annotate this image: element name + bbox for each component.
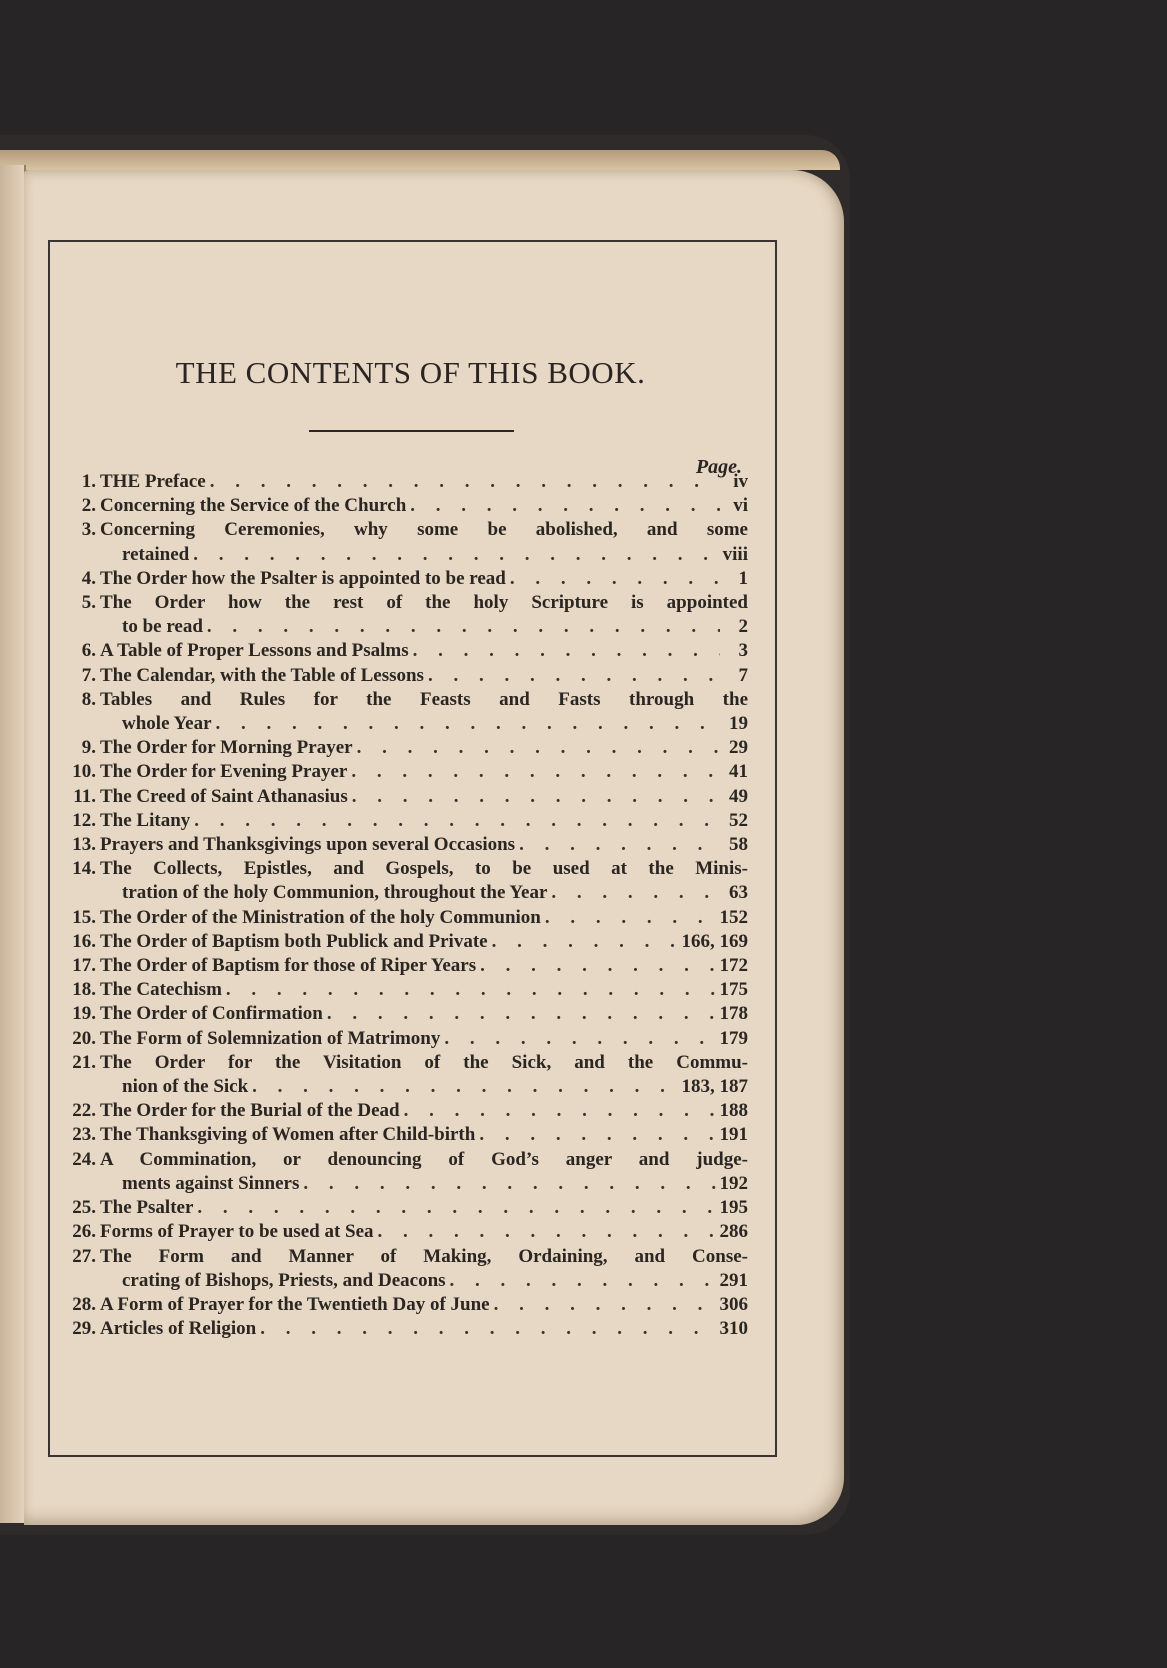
entry-page-number: 179 [719,1027,748,1049]
dot-leader [207,615,720,639]
entry-number: 8. [81,688,96,710]
entry-title: The Order of the Ministration of the holy Communion [100,906,541,928]
dot-leader [193,543,718,567]
entry-page-number: 306 [719,1293,748,1315]
dot-leader [351,760,720,784]
entry-page-number: 152 [719,906,748,928]
toc-entry [68,954,748,978]
entry-number: 7. [81,664,96,686]
toc-entry [68,567,748,591]
entry-page-number: 310 [719,1318,748,1340]
dot-leader [260,1317,715,1341]
dot-leader [551,881,720,905]
entry-number: 11. [73,785,96,807]
toc-entry [68,906,748,930]
toc-entry [68,1123,748,1147]
entry-title: The Psalter [100,1197,194,1219]
title-rule [309,430,514,432]
dot-leader [197,1196,715,1220]
dot-leader [519,833,720,857]
entry-page-number: iv [733,471,748,492]
entry-number: 13. [72,834,96,856]
entry-title: nion of the Sick [122,1076,249,1098]
entry-page-number: 291 [719,1269,748,1291]
entry-number: 23. [72,1124,96,1146]
entry-title-line: The Order for the Visitation of the Sick, and the Commu- [100,1051,748,1073]
toc-entry [68,930,748,954]
entry-title-line: Concerning Ceremonies, why some be abolished, and some [100,519,748,541]
entry-page-number: 41 [729,761,748,783]
entry-title-line: The Collects, Epistles, and Gospels, to be used at the Minis- [100,858,748,880]
entry-title-line: A Commination, or denouncing of God’s anger and judge- [100,1148,748,1170]
entry-title: The Catechism [100,979,222,1001]
entry-title: The Order for the Burial of the Dead [100,1100,400,1122]
entry-page-number: 191 [719,1124,748,1146]
entry-number: 1. [81,471,96,492]
toc-entry [68,518,748,566]
dot-leader [479,1123,715,1147]
dot-leader [378,1220,716,1244]
toc-entry [68,1051,748,1099]
entry-number: 3. [81,519,96,541]
entry-page-number: 19 [729,713,748,735]
entry-page-number: 195 [719,1197,748,1219]
entry-number: 12. [72,809,96,831]
dot-leader [428,664,720,688]
entry-title-line: The Order how the rest of the holy Scripture is appointed [100,592,748,614]
entry-number: 6. [81,640,96,662]
entry-title: Prayers and Thanksgivings upon several Occasions [100,834,516,856]
entry-number: 19. [72,1003,96,1025]
entry-number: 24. [72,1148,96,1170]
entry-title: Concerning the Service of the Church [100,495,407,517]
toc-entry [68,1027,748,1051]
dot-leader [303,1172,715,1196]
dot-leader [450,1269,716,1293]
toc-entry [68,470,748,494]
toc-entry [68,1317,748,1341]
page-column-heading: Page. [695,456,742,478]
entry-number: 22. [72,1100,96,1122]
entry-page-number: vi [733,495,748,517]
dot-leader [510,567,720,591]
entry-page-number: 172 [719,955,748,977]
entry-page-number: 286 [719,1221,748,1243]
entry-title-line: Tables and Rules for the Feasts and Fasts through the [100,688,748,710]
toc-entry [68,494,748,518]
entry-title: The Order for Morning Prayer [100,737,353,759]
dot-leader [413,639,720,663]
toc-entry [68,760,748,784]
entry-title-line: The Form and Manner of Making, Ordaining, and Conse- [100,1245,748,1267]
entry-number: 29. [72,1318,96,1340]
toc-entry [68,785,748,809]
dot-leader [327,1002,716,1026]
page-title: THE CONTENTS OF THIS BOOK. [175,355,646,390]
entry-title: A Table of Proper Lessons and Psalms [100,640,409,662]
dot-leader [210,470,720,494]
entry-page-number: 52 [729,809,748,831]
entry-title: The Order for Evening Prayer [100,761,348,783]
dot-leader [194,809,720,833]
entry-title: THE Preface [100,471,206,492]
dot-leader [352,785,720,809]
entry-title: tration of the holy Communion, throughout the Year [122,882,548,904]
entry-title: retained [122,543,190,565]
toc-entry [68,1293,748,1317]
dot-leader [404,1099,716,1123]
entry-title: The Order of Confirmation [100,1003,323,1025]
toc-entry [68,688,748,736]
dot-leader [252,1075,677,1099]
entry-number: 5. [81,592,96,614]
entry-number: 14. [72,858,96,880]
table-of-contents [68,470,748,1341]
entry-number: 21. [72,1051,96,1073]
entry-number: 27. [72,1245,96,1267]
dot-leader [480,954,715,978]
dot-leader [357,736,720,760]
entry-number: 9. [81,737,96,759]
toc-entry [68,809,748,833]
dot-leader [492,930,678,954]
entry-title: Articles of Religion [100,1318,257,1340]
entry-page-number: 175 [719,979,748,1001]
entry-page-number: 192 [719,1172,748,1194]
entry-title: The Thanksgiving of Women after Child-birth [100,1124,476,1146]
dot-leader [216,712,720,736]
entry-title: whole Year [122,713,212,735]
entry-number: 25. [72,1197,96,1219]
entry-title: The Creed of Saint Athanasius [100,785,348,807]
entry-page-number: 3 [738,640,748,662]
entry-number: 26. [72,1221,96,1243]
entry-number: 2. [81,495,96,517]
toc-entry [68,978,748,1002]
entry-title: ments against Sinners [122,1172,300,1194]
entry-page-number: 49 [729,785,748,807]
entry-title: The Calendar, with the Table of Lessons [100,664,424,686]
toc-entry [68,591,748,639]
dot-leader [545,906,716,930]
toc-entry [68,1196,748,1220]
entry-title: A Form of Prayer for the Twentieth Day of June [100,1293,490,1315]
entry-title: Forms of Prayer to be used at Sea [100,1221,374,1243]
toc-entry [68,1002,748,1026]
entry-title: The Order how the Psalter is appointed to be read [100,567,506,589]
toc-entry [68,1148,748,1196]
entry-title: crating of Bishops, Priests, and Deacons [122,1269,446,1291]
entry-title: The Litany [100,809,191,831]
dot-leader [444,1027,715,1051]
entry-title: The Order of Baptism for those of Riper Years [100,955,477,977]
entry-page-number: 183, 187 [681,1076,748,1098]
toc-entry [68,833,748,857]
dot-leader [226,978,716,1002]
entry-number: 20. [72,1027,96,1049]
entry-page-number: 166, 169 [681,930,748,952]
toc-entry [68,639,748,663]
toc-entry [68,1245,748,1293]
entry-page-number: 1 [738,567,748,589]
entry-page-number: 7 [738,664,748,686]
entry-title: The Order of Baptism both Publick and Private [100,930,488,952]
toc-entry [68,736,748,760]
entry-page-number: viii [722,543,748,565]
entry-page-number: 29 [729,737,748,759]
entry-number: 10. [72,761,96,783]
entry-number: 17. [72,955,96,977]
dot-leader [494,1293,716,1317]
toc-entry [68,664,748,688]
toc-entry [68,857,748,905]
entry-page-number: 178 [719,1003,748,1025]
entry-page-number: 58 [729,834,748,856]
entry-number: 28. [72,1293,96,1315]
entry-page-number: 63 [729,882,748,904]
entry-number: 4. [81,567,96,589]
entry-title: to be read [122,616,203,638]
entry-number: 18. [72,979,96,1001]
left-page-edge [0,165,26,1523]
toc-entry [68,1099,748,1123]
entry-page-number: 188 [719,1100,748,1122]
page-top-edge [0,150,840,170]
entry-number: 16. [72,930,96,952]
entry-page-number: 2 [738,616,748,638]
toc-entry [68,1220,748,1244]
dot-leader [410,494,720,518]
entry-number: 15. [72,906,96,928]
entry-title: The Form of Solemnization of Matrimony [100,1027,441,1049]
